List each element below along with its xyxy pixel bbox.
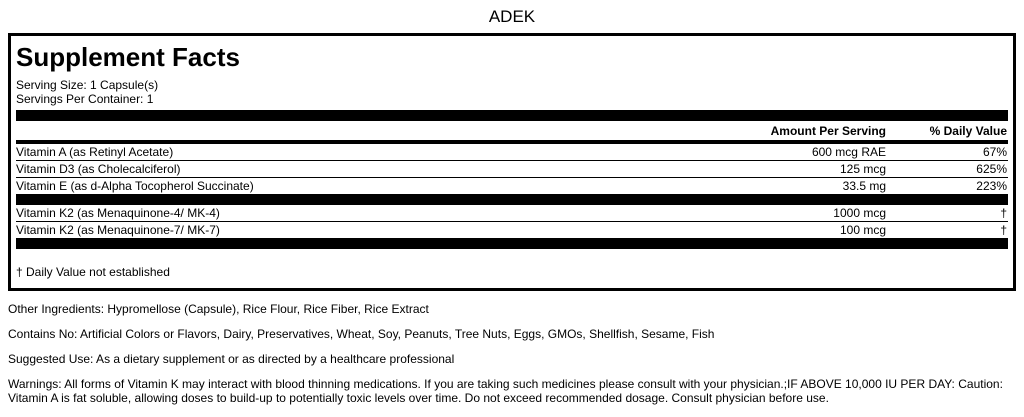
divider-bar-top — [16, 110, 1008, 121]
nutrient-daily-value: † — [1000, 206, 1007, 220]
warnings: Warnings: All forms of Vitamin K may interact with blood thinning medications. If you are taking such medicines please consult with your physician.;IF ABOVE 10,000 IU PER DAY: Caution: Vitamin A is fat soluble, allowing doses to build-up to potentially toxic levels over time. Do not exceed recommended dosage. Consult physician before use. — [8, 377, 1003, 405]
supplement-facts-panel — [8, 33, 1016, 291]
other-ingredients: Other Ingredients: Hypromellose (Capsule), Rice Flour, Rice Fiber, Rice Extract — [8, 302, 429, 316]
divider-bar-middle — [16, 194, 1008, 205]
nutrient-row — [16, 205, 1008, 222]
supplement-facts-heading: Supplement Facts — [16, 42, 240, 72]
supplement-facts-content — [16, 36, 1008, 279]
nutrient-daily-value: 67% — [982, 145, 1007, 159]
daily-value-footnote: † Daily Value not established — [16, 265, 170, 279]
nutrient-amount: 1000 mcg — [833, 206, 886, 220]
nutrient-name: Vitamin E (as d-Alpha Tocopherol Succinate) — [16, 179, 254, 193]
column-header-amount: Amount Per Serving — [770, 124, 886, 138]
page-title: ADEK — [488, 7, 536, 26]
nutrient-amount: 600 mcg RAE — [811, 145, 886, 159]
column-header-row — [16, 121, 1008, 144]
nutrient-name: Vitamin A (as Retinyl Acetate) — [16, 145, 174, 159]
nutrient-amount: 33.5 mg — [842, 179, 886, 193]
nutrient-daily-value: 625% — [976, 162, 1007, 176]
nutrient-row — [16, 222, 1008, 238]
nutrient-daily-value: 223% — [976, 179, 1007, 193]
nutrient-row — [16, 161, 1008, 178]
nutrient-amount: 100 mcg — [839, 223, 886, 237]
nutrient-name: Vitamin D3 (as Cholecalciferol) — [16, 162, 181, 176]
contains-no: Contains No: Artificial Colors or Flavors, Dairy, Preservatives, Wheat, Soy, Peanuts, Tree Nuts, Eggs, GMOs, Shellfish, Sesame, Fish — [8, 327, 715, 341]
nutrient-name: Vitamin K2 (as Menaquinone-4/ MK-4) — [16, 206, 220, 220]
nutrient-row — [16, 178, 1008, 194]
column-header-daily-value: % Daily Value — [929, 124, 1007, 138]
nutrient-amount: 125 mcg — [839, 162, 886, 176]
divider-bar-bottom — [16, 238, 1008, 249]
suggested-use: Suggested Use: As a dietary supplement or as directed by a healthcare professional — [8, 352, 455, 366]
nutrient-row — [16, 144, 1008, 161]
servings-per-container: Servings Per Container: 1 — [16, 92, 154, 106]
serving-size: Serving Size: 1 Capsule(s) — [16, 78, 159, 92]
nutrient-name: Vitamin K2 (as Menaquinone-7/ MK-7) — [16, 223, 220, 237]
nutrient-daily-value: † — [1000, 223, 1007, 237]
